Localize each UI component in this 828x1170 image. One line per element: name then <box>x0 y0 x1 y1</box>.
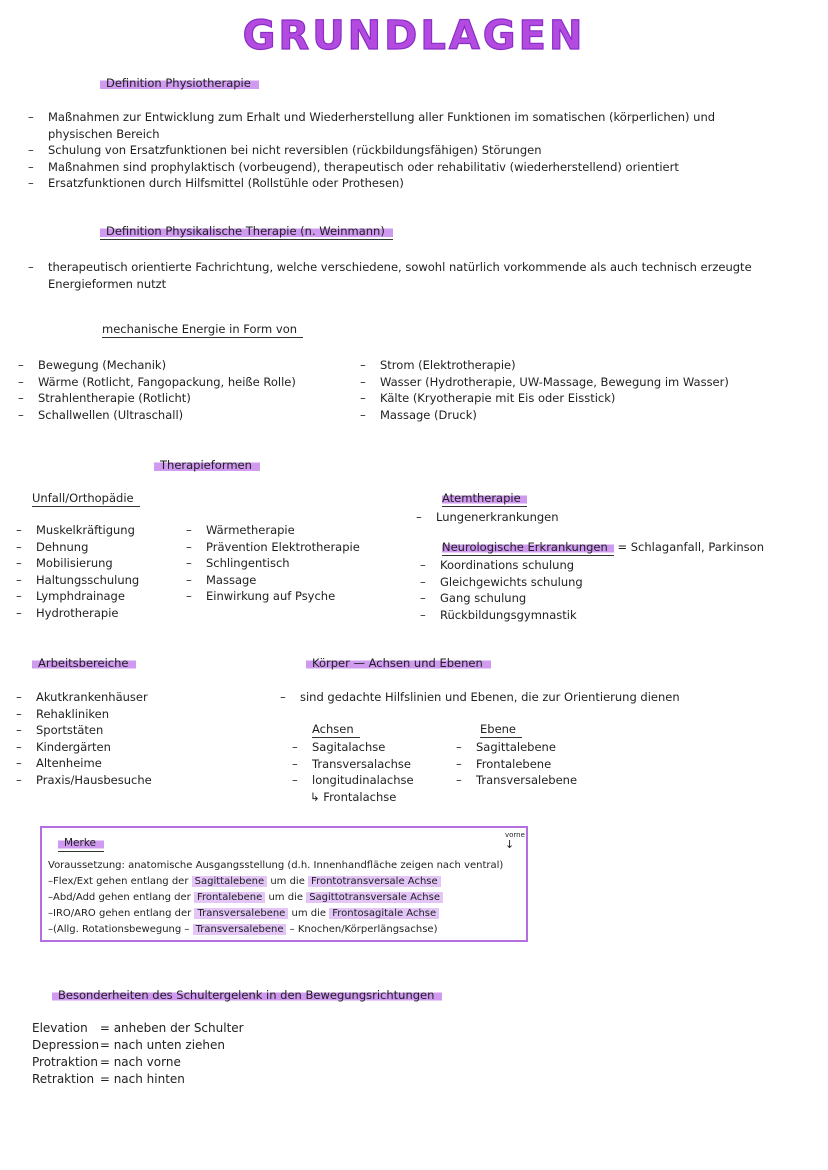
merke-highlight: Transversalebene <box>194 908 288 919</box>
heading-merke: Merke <box>58 836 104 852</box>
heading-mechanische-energie: mechanische Energie in Form von <box>102 322 303 338</box>
merke-line <box>48 890 503 906</box>
list-item: – Wärme (Rotlicht, Fangopackung, heiße Rolle) <box>18 374 348 391</box>
list-item: – Koordinations schulung <box>420 557 740 574</box>
heading-achsen: Achsen <box>312 722 360 738</box>
list-item: – Lungenerkrankungen <box>416 509 716 526</box>
merke-highlight: Sagittotransversale Achse <box>306 892 443 903</box>
list-item: – Maßnahmen zur Entwicklung zum Erhalt und Wiederherstellung aller Funktionen im somatischen (körperlichen) und physischen Bereich <box>28 109 768 142</box>
definition-text: = nach vorne <box>99 1055 181 1069</box>
definition-text: = nach unten ziehen <box>99 1038 226 1052</box>
list-achsen <box>292 739 462 789</box>
list-unfall-col2 <box>186 522 396 605</box>
heading-neurologische-erkrankungen: Neurologische Erkrankungen <box>442 540 614 556</box>
vorne-label: vorne <box>505 831 525 839</box>
list-item: – Sagitalachse <box>292 739 462 756</box>
list-energie-left <box>18 357 348 423</box>
frontalachse-label: Frontalachse <box>323 790 397 804</box>
schulter-definitions <box>32 1020 244 1088</box>
list-item: – Akutkrankenhäuser <box>16 689 236 706</box>
list-item: – Wärmetherapie <box>186 522 396 539</box>
list-item: – Bewegung (Mechanik) <box>18 357 348 374</box>
list-item: – Transversalachse <box>292 756 462 773</box>
list-item: – Massage (Druck) <box>360 407 800 424</box>
list-arbeitsbereiche <box>16 689 236 788</box>
list-item: – Dehnung <box>16 539 186 556</box>
arrow-right-icon: ↳ <box>310 790 324 804</box>
list-definition-physiotherapie <box>28 109 768 192</box>
list-item: – Rehakliniken <box>16 706 236 723</box>
list-item: – Strahlentherapie (Rotlicht) <box>18 390 348 407</box>
list-item: – Muskelkräftigung <box>16 522 186 539</box>
list-achsen-intro <box>280 689 800 706</box>
list-item: – sind gedachte Hilfslinien und Ebenen, die zur Orientierung dienen <box>280 689 800 706</box>
list-item: – Gang schulung <box>420 590 740 607</box>
merke-text: –Flex/Ext gehen entlang der <box>48 876 189 887</box>
definition-row <box>32 1054 244 1071</box>
list-item: – Haltungsschulung <box>16 572 186 589</box>
list-item: – Kälte (Kryotherapie mit Eis oder Eisstick) <box>360 390 800 407</box>
merke-lines <box>48 858 503 938</box>
merke-text: um die <box>291 908 327 919</box>
merke-highlight: Frontalebene <box>194 892 265 903</box>
list-item: – Transversalebene <box>456 772 626 789</box>
list-item: – Lymphdrainage <box>16 588 186 605</box>
merke-line: Voraussetzung: anatomische Ausgangsstellung (d.h. Innenhandfläche zeigen nach ventral) <box>48 860 504 871</box>
list-neurologie <box>420 557 740 623</box>
list-item: – Schallwellen (Ultraschall) <box>18 407 348 424</box>
definition-text: = anheben der Schulter <box>99 1021 244 1035</box>
list-item: – Rückbildungsgymnastik <box>420 607 740 624</box>
merke-line <box>48 906 503 922</box>
merke-highlight: Sagittalebene <box>192 876 268 887</box>
definition-term: Protraktion <box>32 1055 98 1069</box>
list-item: – therapeutisch orientierte Fachrichtung, welche verschiedene, sowohl natürlich vorkommende als auch technisch erzeugte Energieformen nutzt <box>28 259 808 292</box>
list-ebenen <box>456 739 626 789</box>
list-item: – Kindergärten <box>16 739 236 756</box>
list-item: – Massage <box>186 572 396 589</box>
list-item: – Maßnahmen sind prophylaktisch (vorbeugend), therapeutisch oder rehabilitativ (wiederherstellend) orientiert <box>28 159 768 176</box>
heading-atemtherapie: Atemtherapie <box>442 491 527 507</box>
list-item: – Schulung von Ersatzfunktionen bei nicht reversiblen (rückbildungsfähigen) Störungen <box>28 142 768 159</box>
heading-physikalische-therapie: Definition Physikalische Therapie (n. Weinmann) <box>100 224 393 240</box>
list-item: – Sportstäten <box>16 722 236 739</box>
heading-unfall-orthopaedie: Unfall/Orthopädie <box>32 491 140 507</box>
list-unfall-col1 <box>16 522 186 621</box>
list-item: – Hydrotherapie <box>16 605 186 622</box>
merke-text: –Abd/Add gehen entlang der <box>48 892 191 903</box>
list-atemtherapie <box>416 509 716 526</box>
heading-achsen-ebenen: Körper — Achsen und Ebenen <box>306 656 491 671</box>
list-physikalische-therapie <box>28 259 808 292</box>
list-item: – Ersatzfunktionen durch Hilfsmittel (Rollstühle oder Prothesen) <box>28 175 768 192</box>
list-item: – Prävention Elektrotherapie <box>186 539 396 556</box>
page-title: GRUNDLAGEN <box>242 13 586 59</box>
heading-definition-physiotherapie: Definition Physiotherapie <box>100 76 259 91</box>
definition-term: Elevation <box>32 1021 88 1035</box>
frontalachse-line <box>310 789 396 806</box>
merke-text: – Knochen/Körperlängsachse) <box>289 924 438 935</box>
definition-text: = nach hinten <box>99 1072 185 1086</box>
list-item: – longitudinalachse <box>292 772 462 789</box>
list-item: – Sagittalebene <box>456 739 626 756</box>
heading-arbeitsbereiche: Arbeitsbereiche <box>32 656 136 671</box>
list-item: – Gleichgewichts schulung <box>420 574 740 591</box>
heading-therapieformen: Therapieformen <box>154 458 260 473</box>
list-item: – Schlingentisch <box>186 555 396 572</box>
neuro-diseases: = Schlaganfall, Parkinson <box>617 540 764 554</box>
neuro-heading-line <box>442 540 764 556</box>
arrow-down-icon: ↓ <box>505 838 515 851</box>
merke-text: –IRO/ARO gehen entlang der <box>48 908 192 919</box>
definition-term: Depression <box>32 1038 100 1052</box>
definition-row <box>32 1071 244 1088</box>
list-item: – Mobilisierung <box>16 555 186 572</box>
list-item: – Frontalebene <box>456 756 626 773</box>
list-item: – Altenheime <box>16 755 236 772</box>
merke-text: –(Allg. Rotationsbewegung – <box>48 924 190 935</box>
merke-text: um die <box>270 876 305 887</box>
definition-term: Retraktion <box>32 1072 95 1086</box>
merke-highlight: Transversalebene <box>193 924 287 935</box>
list-energie-right <box>360 357 800 423</box>
definition-row <box>32 1037 244 1054</box>
list-item: – Einwirkung auf Psyche <box>186 588 396 605</box>
definition-row <box>32 1020 244 1037</box>
merke-line <box>48 922 503 938</box>
heading-schultergelenk: Besonderheiten des Schultergelenk in den Bewegungsrichtungen <box>52 988 442 1003</box>
list-item: – Wasser (Hydrotherapie, UW-Massage, Bewegung im Wasser) <box>360 374 800 391</box>
merke-highlight: Frontotransversale Achse <box>308 876 441 887</box>
merke-highlight: Frontosagitale Achse <box>329 908 439 919</box>
merke-text: um die <box>268 892 304 903</box>
list-item: – Strom (Elektrotherapie) <box>360 357 800 374</box>
heading-ebene: Ebene <box>480 722 522 738</box>
merke-line <box>48 874 503 890</box>
list-item: – Praxis/Hausbesuche <box>16 772 236 789</box>
